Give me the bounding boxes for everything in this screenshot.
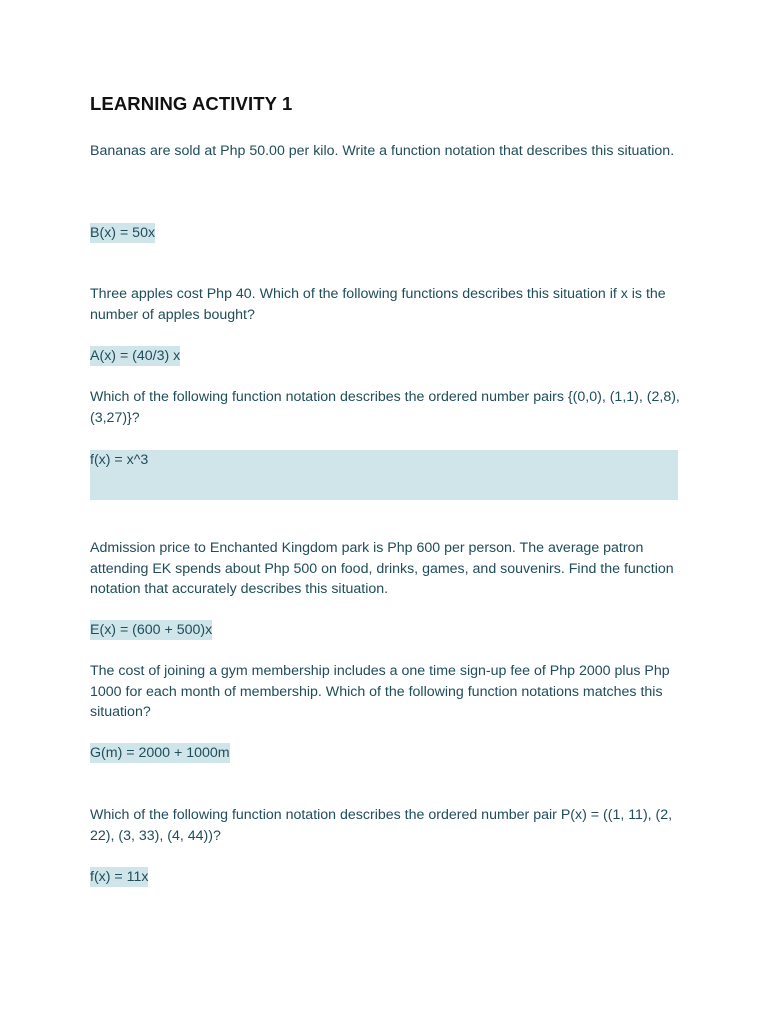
question-5: The cost of joining a gym membership includes a one time sign-up fee of Php 2000 plus Php 1000 for each month of membership. Which of the following function notations matches this situation? [90,663,670,720]
answer-3-text: f(x) = x^3 [90,452,149,468]
answer-5: G(m) = 2000 + 1000m [90,745,230,761]
page-title: LEARNING ACTIVITY 1 [90,93,293,114]
question-1: Bananas are sold at Php 50.00 per kilo. Write a function notation that describes this situation. [90,143,675,159]
answer-4: E(x) = (600 + 500)x [90,622,213,638]
question-3: Which of the following function notation describes the ordered number pairs {(0,0), (1,1), (2,8), (3,27)}? [90,389,680,426]
answer-3 [90,450,678,500]
question-6: Which of the following function notation describes the ordered number pair P(x) = ((1, 11), (2, 22), (3, 33), (4, 44))? [90,807,673,844]
question-2: Three apples cost Php 40. Which of the following functions describes this situation if x is the number of apples bought? [90,286,666,323]
question-4: Admission price to Enchanted Kingdom park is Php 600 per person. The average patron attending EK spends about Php 500 on food, drinks, games, and souvenirs. Find the function notation that accurately describes this situation. [90,540,674,597]
answer-2: A(x) = (40/3) x [90,348,181,364]
answer-6: f(x) = 11x [90,869,149,885]
answer-1: B(x) = 50x [90,225,156,241]
